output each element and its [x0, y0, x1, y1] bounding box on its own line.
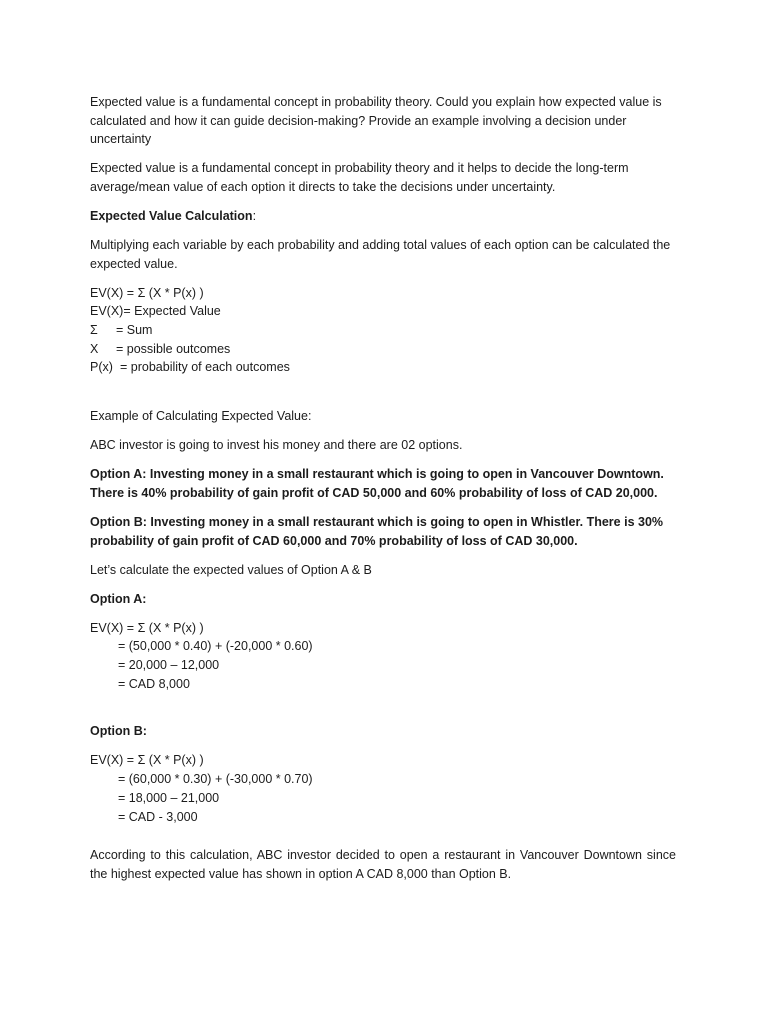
question-paragraph: Expected value is a fundamental concept in probability theory. Could you explain how expected value is calculated and how it can guide decision-making? Provide an example involving a decision under uncertainty — [90, 95, 662, 146]
px-definition: = probability of each outcomes — [120, 360, 290, 374]
sigma-definition: = Sum — [116, 323, 153, 337]
option-a-heading: Option A: — [90, 592, 147, 606]
conclusion-paragraph: According to this calculation, ABC investor decided to open a restaurant in Vancouver Downtown since the highest expected value has shown in option A CAD 8,000 than Option B. — [90, 848, 676, 881]
option-b-heading: Option B: — [90, 724, 147, 738]
sigma-symbol: Σ — [90, 323, 98, 337]
calc-heading-colon: : — [252, 209, 257, 223]
calc-intro: Let’s calculate the expected values of Option A & B — [90, 563, 372, 577]
formula-ev-definition: EV(X)= Expected Value — [90, 304, 221, 318]
formula-x-row — [90, 340, 230, 359]
calc-description: Multiplying each variable by each probability and adding total values of each option can be calculated the expected value. — [90, 238, 671, 271]
calc-heading-text: Expected Value Calculation — [90, 209, 253, 223]
option-a-result: = CAD 8,000 — [118, 677, 190, 691]
option-b-step2: = 18,000 – 21,000 — [118, 791, 220, 805]
formula-main: EV(X) = Σ (X * P(x) ) — [90, 286, 204, 300]
x-symbol: X — [90, 342, 99, 356]
option-b-description: Option B: Investing money in a small restaurant which is going to open in Whistler. There is 30% probability of gain profit of CAD 60,000 and 70% probability of loss of CAD 30,000. — [90, 515, 664, 548]
x-definition: = possible outcomes — [116, 342, 231, 356]
option-b-step1: = (60,000 * 0.30) + (-30,000 * 0.70) — [118, 772, 313, 786]
option-a-description: Option A: Investing money in a small restaurant which is going to open in Vancouver Downtown. There is 40% probability of gain profit of CAD 50,000 and 60% probability of loss of CAD 20,000. — [90, 467, 664, 500]
option-a-step2: = 20,000 – 12,000 — [118, 658, 220, 672]
option-a-formula: EV(X) = Σ (X * P(x) ) — [90, 621, 204, 635]
px-symbol: P(x) — [90, 360, 113, 374]
option-b-result: = CAD - 3,000 — [118, 810, 198, 824]
option-a-step1: = (50,000 * 0.40) + (-20,000 * 0.60) — [118, 639, 313, 653]
calc-heading — [90, 207, 676, 226]
example-intro: ABC investor is going to invest his money and there are 02 options. — [90, 438, 463, 452]
intro-paragraph: Expected value is a fundamental concept in probability theory and it helps to decide the long-term average/mean value of each option it directs to take the decisions under uncertainty. — [90, 161, 629, 194]
option-b-formula: EV(X) = Σ (X * P(x) ) — [90, 753, 204, 767]
example-heading: Example of Calculating Expected Value: — [90, 409, 312, 423]
formula-sigma-row — [90, 321, 152, 340]
formula-px-row — [90, 358, 290, 377]
